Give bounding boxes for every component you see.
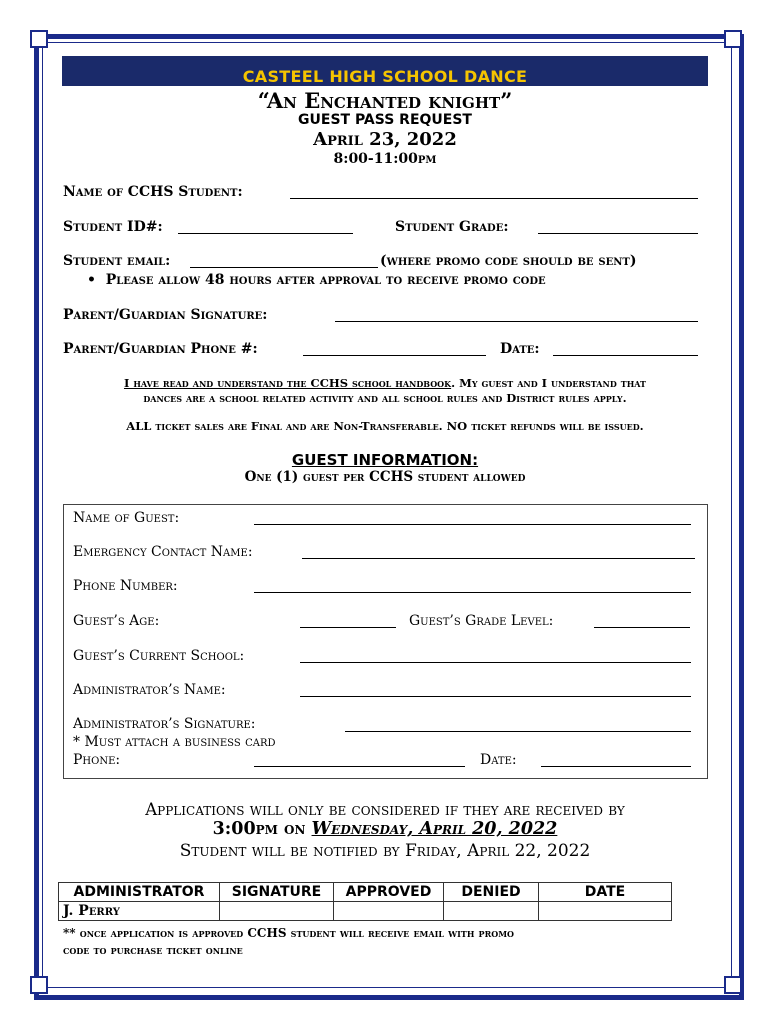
parent-signature-label: Parent/Guardian Signature: (63, 307, 268, 323)
handbook-statement: I have read and understand the CCHS school handbook (123, 376, 452, 390)
guest-name-label: Name of Guest: (73, 510, 180, 526)
student-id-label: Student ID#: (63, 219, 163, 235)
signature-cell[interactable] (220, 902, 334, 921)
admin-name-label: Administrator’s Name: (73, 682, 226, 698)
agreement-rest: . My guest and I understand that (451, 376, 647, 390)
admin-approval-table (58, 882, 672, 921)
corner-ornament (30, 976, 48, 994)
parent-phone-label: Parent/Guardian Phone #: (63, 341, 258, 357)
corner-ornament (724, 976, 742, 994)
table-header-row (59, 883, 672, 902)
admin-phone-label: Phone: (73, 752, 121, 768)
parent-signature-field[interactable] (335, 321, 698, 322)
col-approved: APPROVED (334, 883, 444, 902)
parent-date-label: Date: (500, 341, 540, 357)
school-dance-title: CASTEEL HIGH SCHOOL DANCE (242, 67, 528, 86)
student-name-field[interactable] (290, 198, 698, 199)
parent-phone-field[interactable] (303, 355, 486, 356)
deadline-day: Wednesday, April 20, 2022 (311, 819, 558, 839)
student-email-label: Student email: (63, 253, 171, 269)
approved-cell[interactable] (334, 902, 444, 921)
emergency-contact-label: Emergency Contact Name: (73, 544, 253, 560)
col-date: DATE (539, 883, 672, 902)
guest-phone-field[interactable] (254, 592, 691, 593)
admin-signature-field[interactable] (345, 731, 691, 732)
guest-age-field[interactable] (300, 627, 396, 628)
email-note: (where promo code should be sent) (380, 253, 637, 269)
agreement-line-2: dances are a school related activity and all school rules and District rules apply. (143, 391, 627, 405)
header-banner (62, 56, 708, 86)
student-grade-field[interactable] (538, 233, 698, 234)
student-id-field[interactable] (178, 233, 353, 234)
col-administrator: ADMINISTRATOR (59, 883, 220, 902)
dance-theme: “An Enchanted knight” (257, 88, 513, 113)
admin-name-field[interactable] (300, 696, 691, 697)
dance-time: 8:00-11:00pm (333, 151, 437, 167)
footnote-line-2: code to purchase ticket online (63, 943, 243, 957)
administrator-name-cell: J. Perry (59, 902, 220, 921)
admin-phone-field[interactable] (254, 766, 465, 767)
ticket-policy: ALL ticket sales are Final and are Non-Transferable. NO ticket refunds will be issued. (126, 419, 644, 433)
guest-name-field[interactable] (254, 524, 691, 525)
denied-cell[interactable] (444, 902, 539, 921)
col-denied: DENIED (444, 883, 539, 902)
agreement-line-1 (0, 376, 770, 390)
promo-bullet-text: Please allow 48 hours after approval to receive promo code (105, 272, 546, 288)
deadline-date (0, 819, 770, 839)
guest-school-field[interactable] (300, 662, 691, 663)
admin-date-label: Date: (480, 752, 517, 768)
form-subtitle: GUEST PASS REQUEST (298, 112, 472, 128)
notification-date: Student will be notified by Friday, April 22, 2022 (179, 841, 591, 861)
col-signature: SIGNATURE (220, 883, 334, 902)
guest-grade-level-field[interactable] (594, 627, 690, 628)
student-email-field[interactable] (190, 267, 378, 268)
guest-grade-level-label: Guest’s Grade Level: (409, 613, 554, 629)
deadline-statement: Applications will only be considered if they are received by (145, 800, 625, 819)
dance-date: April 23, 2022 (313, 129, 457, 150)
date-cell[interactable] (539, 902, 672, 921)
emergency-contact-field[interactable] (302, 558, 695, 559)
table-row (59, 902, 672, 921)
footnote-line-1: ** once application is approved CCHS student will receive email with promo (63, 926, 515, 940)
business-card-note: * Must attach a business card (73, 734, 276, 750)
guest-limit-note: One (1) guest per CCHS student allowed (244, 469, 526, 485)
corner-ornament (724, 30, 742, 48)
admin-signature-label: Administrator’s Signature: (73, 716, 256, 732)
corner-ornament (30, 30, 48, 48)
student-name-label: Name of CCHS Student: (63, 184, 243, 200)
guest-school-label: Guest’s Current School: (73, 648, 245, 664)
guest-phone-label: Phone Number: (73, 578, 178, 594)
guest-info-heading: GUEST INFORMATION: (291, 451, 479, 469)
admin-date-field[interactable] (541, 766, 691, 767)
guest-age-label: Guest’s Age: (73, 613, 160, 629)
deadline-time: 3:00pm on (212, 819, 312, 839)
student-grade-label: Student Grade: (395, 219, 509, 235)
parent-date-field[interactable] (553, 355, 698, 356)
promo-bullet: • Please allow 48 hours after approval to receive promo code (87, 272, 546, 288)
